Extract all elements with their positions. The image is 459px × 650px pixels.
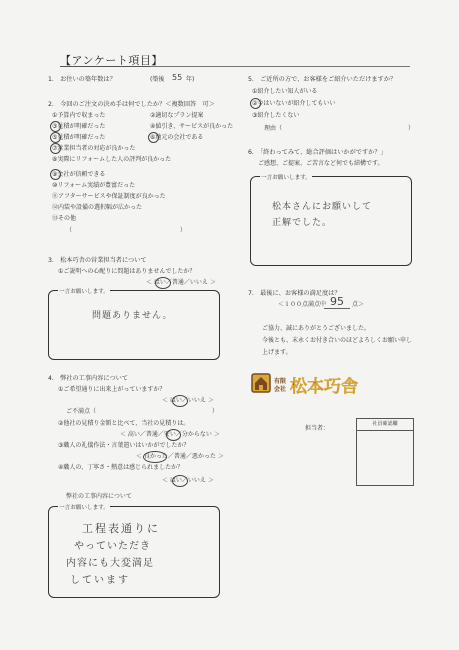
staff-check-label: 社員確認欄 [357,419,413,431]
q3-label: 3. 松本巧舎の営業担当者について [48,257,147,264]
q5-reason: 理由（ [264,125,283,132]
q4a-label: ①ご希望通りに出来上がっていますか？ [58,386,166,393]
thanks-line-2: 今後とも、末永くお付き合いのほどよろしくお願い申し [262,337,413,344]
q4c-choices: ＜ 良かった／普通／悪かった ＞ [136,453,224,460]
q2-opt-12: ⑫内装や設備の選択幅が広かった [52,204,143,211]
svg-text:松本巧舎: 松本巧舎 [290,377,358,397]
q4a-yes-circle [172,395,188,407]
q4c-good-circle [143,451,167,463]
q3-comment-label: 一言お願いします。 [59,289,109,295]
q2-opt-3-circle [50,121,61,132]
q2-opt-5-circle [50,132,61,143]
q4c-label: ③職人の礼儀作法・言葉遣いはいかがでしたか？ [58,442,190,449]
q2-opt-9: ⑨会社が信頼できる [52,171,106,178]
q6-comment-label: 一言お願いします。 [261,175,311,181]
q6-label: 6. 「終わってみて、総合評価はいかがですか？」 [248,149,387,156]
q2-opt-7-circle [50,143,61,154]
company-logo [250,370,395,400]
q2-opt-4: ④値引き、サービスが良かった [150,123,234,130]
q1-prefix: (築後 [150,76,165,83]
q2-opt-11: ⑪アフターサービスや保証制度が良かった [52,193,166,200]
q3a-label: ①ご説明への心配りに問題はありませんでしたか？ [58,268,196,275]
q2-opt-5: ⑤見積が明確だった [52,134,106,141]
q6-sub: ご感想、ご提案、ご苦言など何でも結構です。 [258,160,384,167]
q4e-label: 弊社の工事内容について [66,493,132,500]
q4-comment-line-2: やっていただき [74,541,151,552]
tantou-label: 担当者： [305,425,330,432]
q7-score-underline [324,308,350,309]
survey-title: 【アンケート項目】 [60,54,163,67]
q4-comment-line-4: しています [70,575,130,586]
q4-comment-label: 一言お願いします。 [59,505,109,511]
q3-comment-box [48,290,220,360]
q2-opt-6-circle [148,132,159,143]
q4-comment-line-1: 工程表通りに [82,522,160,535]
q5-label: 5. ご近所の方で、お客様をご紹介いただけますか？ [248,76,397,83]
q4d-label: ④職人の、丁寧さ・熱意は感じられましたか？ [58,464,184,471]
q5-opt-3: ③紹介したくない [252,112,300,119]
q2-label: 2. 今回のご注文の決め手は何でしたか？＜複数回答 可＞ [48,101,215,108]
q2-opt-9-circle [50,169,61,180]
svg-text:有限: 有限 [274,378,287,385]
thanks-line-1: ご協力、誠にありがとうございました。 [262,325,371,332]
q4d-yes-circle [172,475,188,487]
q7-unit: 点＞ [352,301,365,308]
q4b-label: ②他社の見積り金額と比べて、当社の見積りは。 [58,420,190,427]
q6-comment-line-1: 松本さんにお願いして [272,202,373,212]
q2-opt-8: ⑧実際にリフォームした人の評判が良かった [52,156,172,163]
q2-opt-7: ⑦営業担当者の対応が良かった [52,145,136,152]
q1-answer: 55 [172,73,183,82]
q2-opt-1: ①予算内で収まった [52,112,106,119]
q4a-note: ご不満点（ [66,408,97,415]
q3a-choices: ＜ はい／普通／いいえ ＞ [146,279,216,286]
q1-label: 1. お住いの築年数は？ [48,76,116,83]
q4a-note-close: ） [212,408,219,415]
q5-opt-2-circle [250,98,261,109]
q4b-choices: ＜ 高い／普通／安い／分からない ＞ [120,431,220,438]
title-rule [150,66,410,67]
q4-label: 4. 弊社の工事内容について [48,375,129,382]
thanks-line-3: 上げます。 [262,349,292,356]
q2-opt-10: ⑩リフォーム実績が豊富だった [52,182,136,189]
q4a-choices: ＜ はい／いいえ ＞ [162,397,214,404]
q5-reason-close: ） [408,125,415,132]
q4-comment-line-3: 内容にも大変満足 [66,558,154,569]
q3-comment-text: 問題ありません。 [92,311,173,321]
q4d-choices: ＜ はい／いいえ ＞ [162,477,214,484]
q7-score: 95 [330,295,344,308]
q5-opt-1: ①紹介したい知人がいる [252,88,318,95]
q2-opt-13: ⑬その他 [52,215,77,222]
q1-suffix: 年) [186,76,195,83]
staff-check-box [356,418,414,486]
q2-opt-2: ②適切なプラン提案 [150,112,204,119]
svg-text:会社: 会社 [274,386,287,393]
q7-label: 7. 最後に、お客様の満足度は？ [248,290,341,297]
q4b-cheap-circle [166,429,181,441]
q3a-yes-circle [155,277,171,289]
q5-opt-2: ②今はいないが紹介してもいい [252,100,336,107]
q6-comment-line-2: 正解でした。 [272,218,333,228]
q2-opt-6: ⑥地元の会社である [150,134,204,141]
q2-opt-3: ③見積が明確だった [52,123,106,130]
q2-other-paren: （ ） [66,227,187,234]
q7-scale: ＜１００点満点中 [278,301,327,308]
title-underline [60,66,155,67]
